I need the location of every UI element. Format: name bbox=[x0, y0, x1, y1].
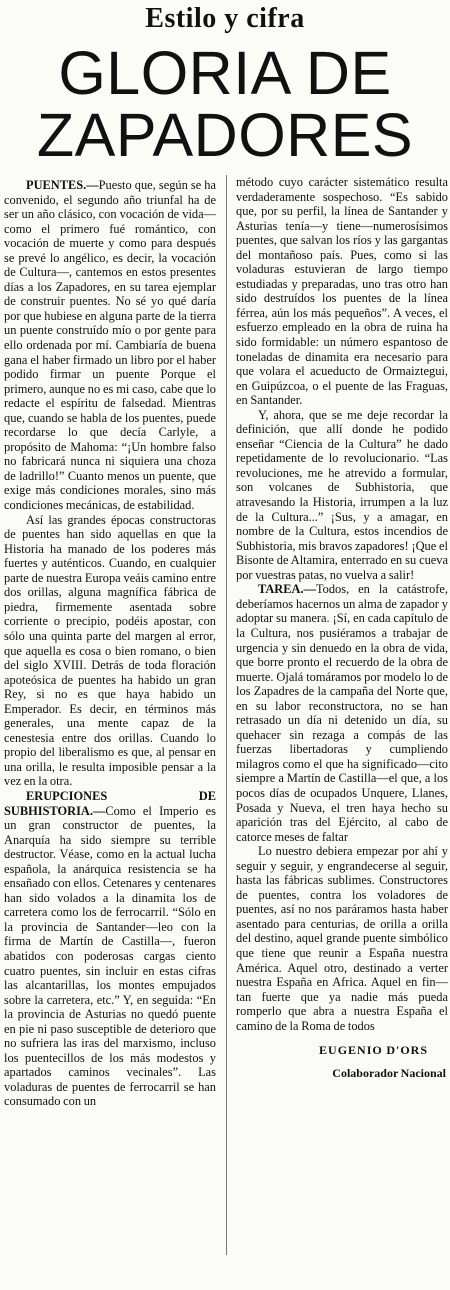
paragraph-lead: TAREA.— bbox=[258, 582, 316, 597]
paragraph bbox=[236, 408, 448, 583]
section-title: Estilo y cifra bbox=[145, 3, 305, 34]
paragraph-lead: ERUPCIONES DE SUBHISTORIA.— bbox=[4, 788, 216, 818]
paragraph-lead: PUENTES.— bbox=[26, 178, 99, 192]
paragraph-text: Todos, en la catástrofe, deberíamos hacernos un alma de zapador y adoptar su manera. ¡Sí, en cada capítulo de la Cultura, nos pusiéramos a trabajar de urgencia y sin denuedo en la obra de vida, que borre pronto el recuerdo de la obra de muerte. Ojalá tomáramos por modelo lo de los Zapadres de la campaña del Norte que, en su labor reconstructora, no se han retrasado un día ni detenido un día, su quehacer sin rezaga a compás de las fuerzas libertadoras y cumpliendo milagros como el que ha significado—cito siempre a Martín de Castilla—el que, a los pocos días de ocupados Unquere, Llanes, Posada y Nueva, el tren haya hecho su aparición tras del Ejército, al cabo de catorce meses de faltar bbox=[236, 582, 448, 844]
author-role: Colaborador Nacional bbox=[332, 1065, 446, 1080]
article-column-right bbox=[236, 175, 448, 1080]
paragraph bbox=[4, 789, 216, 1109]
paragraph-text: Puesto que, según se ha convenido, el segundo año triunfal ha de ser un año clásico, con vocación de vida—como el primero fué romántico, con vocación de muerte y como para después se prevé lo angélico, es decir, la vocación de Cultura—, cantemos en estos presentes días a los Zapadores, en su tarea ejemplar de construir puentes. No sé yo qué daría por que hubiese en alguna parte de la tierra un puente construído mío o por gente para ello ordenada por mí. Cambiaría de buena gana el haber firmado un libro por el haber podido firmar un puente Porque el primero, aunque no es mi caso, cabe que lo redacte el espíritu de falsedad. Mientras que, cuando se habla de los puentes, puede recordarse lo que decía Carlyle, a propósito de Mahoma: “¡Un hombre falso no fabricará nunca ni siquiera una choza de ladrillo!” Cuanto menos un puente, que exige más condiciones morales, sino más condiciones mecánicas, de estabilidad. bbox=[4, 178, 216, 513]
paragraph-text: Y, ahora, que se me deje recordar la definición, que allí donde he podido enseñar “Ciencia de la Cultura” he dado repetidamente de lo revolucionario. “Las revoluciones, me he atrevido a formular, son volcanes de Subhistoria, que atravesando la Historia, irrumpen a la luz de la Cultura...” ¡Sus, y a amagar, en nombre de la Cultura, estos incendios de Subhistoria, mis bravos zapadores! ¡Que el Bisonte de Altamira, enterrado en su cueva por vuestras patas, no vuelva a salir! bbox=[236, 407, 448, 582]
paragraph bbox=[4, 513, 216, 789]
paragraph bbox=[236, 175, 448, 408]
headline: GLORIA DE ZAPADORES bbox=[36, 39, 414, 169]
paragraph bbox=[236, 582, 448, 844]
paragraph bbox=[4, 178, 216, 513]
paragraph-text: Como el Imperio es un gran constructor de puentes, la Anarquía ha sido siempre su terrible destructor. Véase, como en la actual lucha española, la anárquica resistencia se ha ensañado con ellos. Cetenares y centenares han sido volados a la dinamita los de carretera como los de ferrocarril. “Sólo en la provincia de Santander—leo con la firma de Martín de Castilla—, fueron abatidos con poderosas cargas ciento cuatro puentes, sin incluir en estas cifras las alcantarillas, los montes empujados sobre la carretera, etc.” Y, en seguida: “En la provincia de Asturias no quedó puente en pie ni paso susceptible de deterioro que no sufriera las iras del marxismo, incluso los puentecillos de los más modestos y apartados caminos vecinales”. Las voladuras de puentes de ferrocarril se han consumado con un bbox=[4, 803, 216, 1109]
paragraph-text: Lo nuestro debiera empezar por ahí y seguir y seguir, y engrandecerse al seguir, hasta las fábricas sublimes. Constructores de puentes, contra los voladores de puentes, así no nos paráramos hasta haber asentado para centurias, de orilla a orilla del destino, aquel grande puente simbólico que tiene que reunir a España nuestra América. Aquel otro, destinado a verter nuestra España en Africa. Aquel en fin—tan fuerte que ya nadie más pueda romperlo que abra a nuestra España el camino de la Roma de todos bbox=[236, 844, 448, 1033]
paragraph bbox=[236, 844, 448, 1033]
author-name: EUGENIO D'ORS bbox=[319, 1043, 428, 1058]
signature-block bbox=[236, 1043, 448, 1080]
paragraph-text: método cuyo carácter sistemático resulta verdaderamente sospechoso. “Es sabido que, por su perfil, la línea de Santander y Asturias tenía—y tiene—numerosísimos puentes, que salvan los ríos y las gargantas del montañoso país. Pues, como si las voladuras estuvieran de largo tiempo estudiadas y preparadas, uno tras otro han sido destruídos los puentes de la línea férrea, aún los más pequeños”. A veces, el esfuerzo empleado en la obra de ruina ha sido formidable: un número espantoso de toneladas de dinamita era necesario para que volara el acueducto de Ormaiztegui, en Guipúzcoa, o el puente de las Fraguas, en Santander. bbox=[236, 175, 448, 408]
article-column-left bbox=[4, 178, 216, 1109]
paragraph-text: Así las grandes épocas constructoras de puentes han sido aquellas en que la Historia ha manado de los poderes más fuertes y auténticos. Cuando, en cualquier parte de nuestra Europa veáis camino entre dos orillas, alguna magnífica fábrica de piedra, firmemente asentada sobre corriente o precipio, podéis apostar, con sólo una quinta parte del margen al error, que aquella es cosa o bien romano, o bien del siglo XVIII. Detrás de toda floración apoteósica de puentes ha habido un gran Rey, si no es que haya habido un Emperador. Es decir, en términos más generales, una mente capaz de la cenestesia entre dos orillas. Cuando lo propio del liberalismo es que, al pensar en una orilla, le resulta imposible pensar a la vez en la otra. bbox=[4, 512, 216, 789]
column-divider bbox=[226, 175, 227, 1255]
